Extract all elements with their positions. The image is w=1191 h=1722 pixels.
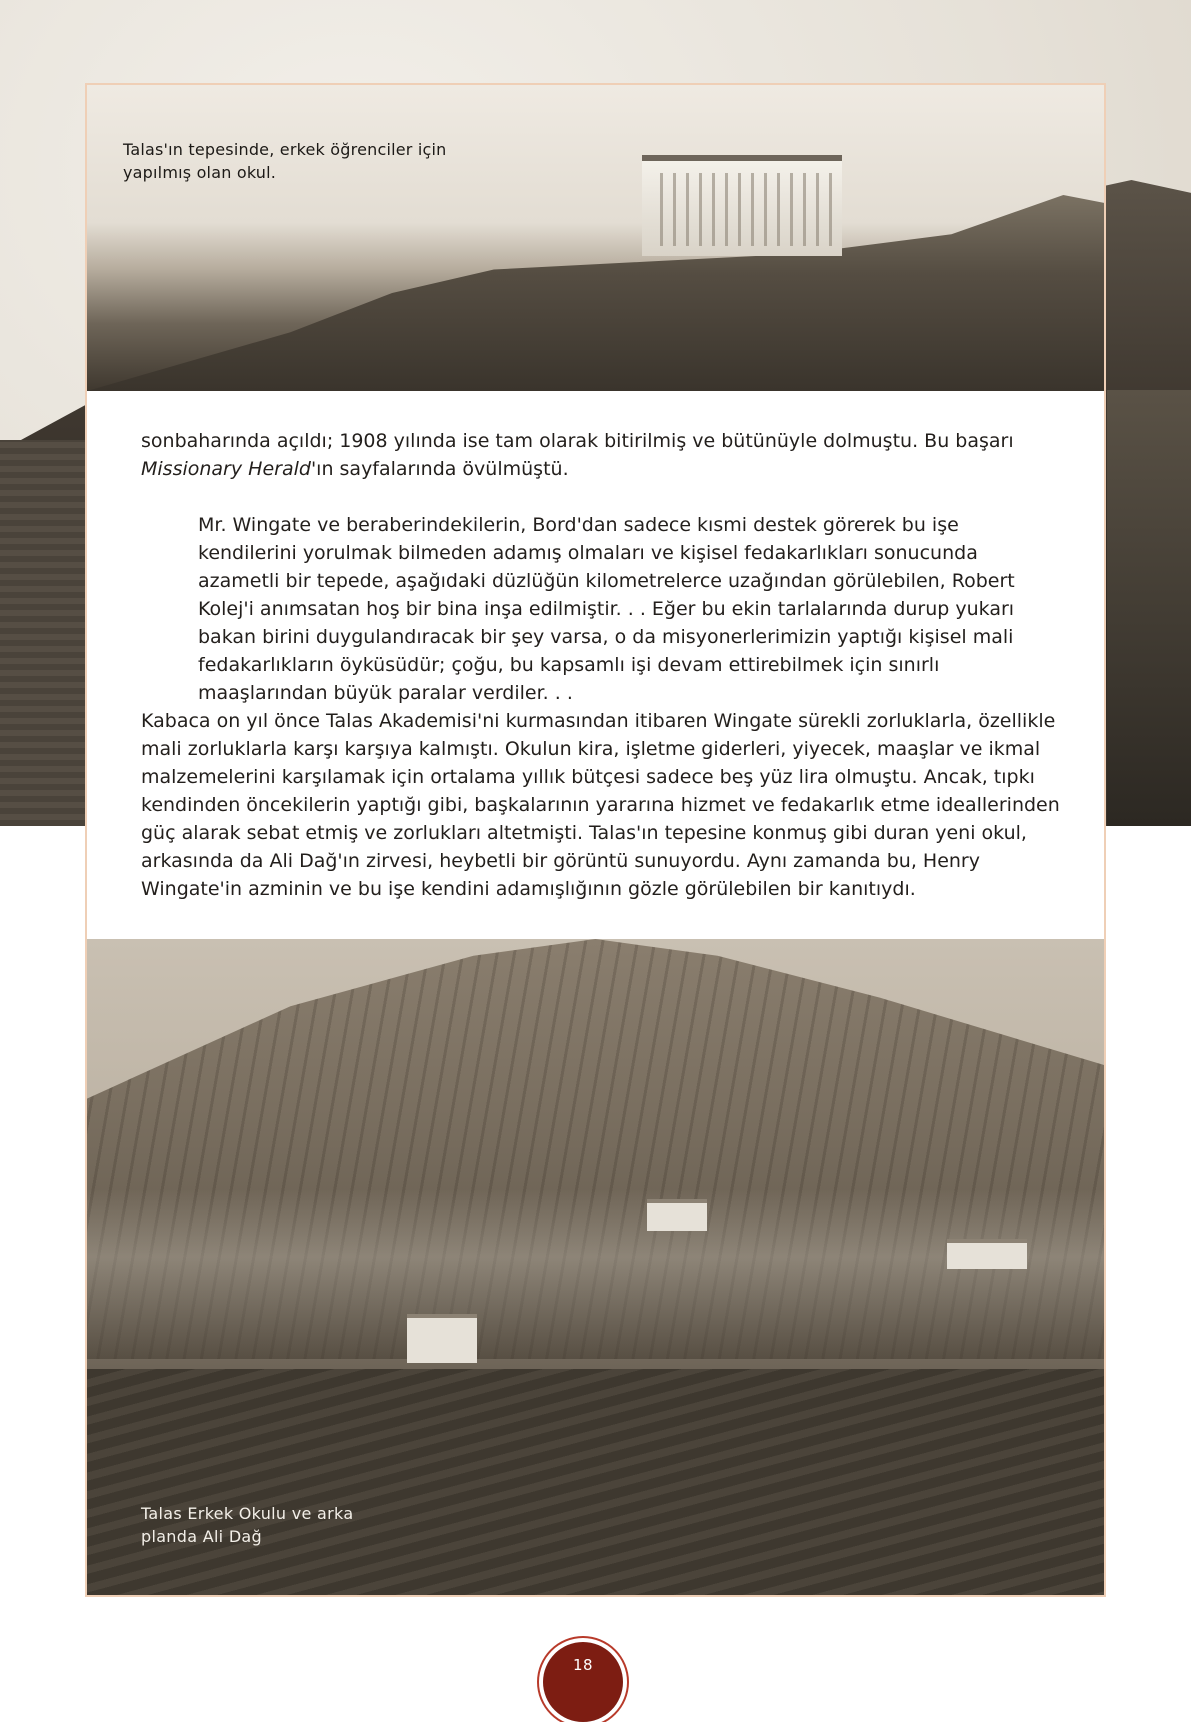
page-number: 18	[572, 1656, 594, 1674]
publication-title: Missionary Herald	[141, 458, 311, 480]
bottom-photo-caption: Talas Erkek Okulu ve arka planda Ali Dağ	[141, 1504, 354, 1546]
photo-frame	[85, 83, 1106, 1597]
paragraph-intro-start: sonbaharında açıldı; 1908 yılında ise tam olarak bitirilmiş ve bütünüyle dolmuştu. Bu başarı	[141, 430, 1014, 452]
paragraph-main: Kabaca on yıl önce Talas Akademisi'ni kurmasından itibaren Wingate sürekli zorluklarla, özellikle mali zorluklarla karşı karşıya kalmıştı. Okulun kira, işletme giderleri, yiyecek, maaşlar ve ikmal malzemelerini karşılamak için ortalama yıllık bütçesi sadece beş yüz lira olmuştu. Ancak, tıpkı kendinden öncekilerin yaptığı gibi, başkalarının yararına hizmet ve fedakarlık etme ideallerinden güç alarak sebat etmiş ve zorlukları altetmişti. Talas'ın tepesine konmuş gibi duran yeni okul, arkasında da Ali Dağ'ın zirvesi, heybetli bir görüntü sunuyordu. Aynı zamanda bu, Henry Wingate'in azminin ve bu işe kendini adamışlığının gözle görülebilen bir kanıtıydı.	[141, 710, 1060, 900]
stone-wall-left	[0, 440, 86, 826]
top-photo-caption: Talas'ın tepesinde, erkek öğrenciler için yapılmış olan okul.	[123, 140, 447, 182]
block-quote: Mr. Wingate ve beraberindekilerin, Bord'dan sadece kısmi destek görerek bu işe kendilerini yorulmak bilmeden adamış olmaları ve kişisel fedakarlıkları sonucunda azametli bir tepede, aşağıdaki düzlüğün kilometrelerce uzağından görülebilen, Robert Kolej'i anımsatan hoş bir bina inşa edilmiştir. . . Eğer bu ekin tarlalarında durup yukarı bakan birini duygulandıracak bir şey varsa, o da misyonerlerimizin yaptığı kişisel mali fedakarlıkların öyküsüdür; çoğu, bu kapsamlı işi devam ettirebilmek için sınırlı maaşlarından büyük paralar verdiler. . .	[198, 514, 1015, 704]
page-number-badge	[543, 1642, 623, 1722]
paragraph-intro-end: 'ın sayfalarında övülmüştü.	[310, 458, 569, 480]
hillside-right	[1107, 390, 1191, 826]
